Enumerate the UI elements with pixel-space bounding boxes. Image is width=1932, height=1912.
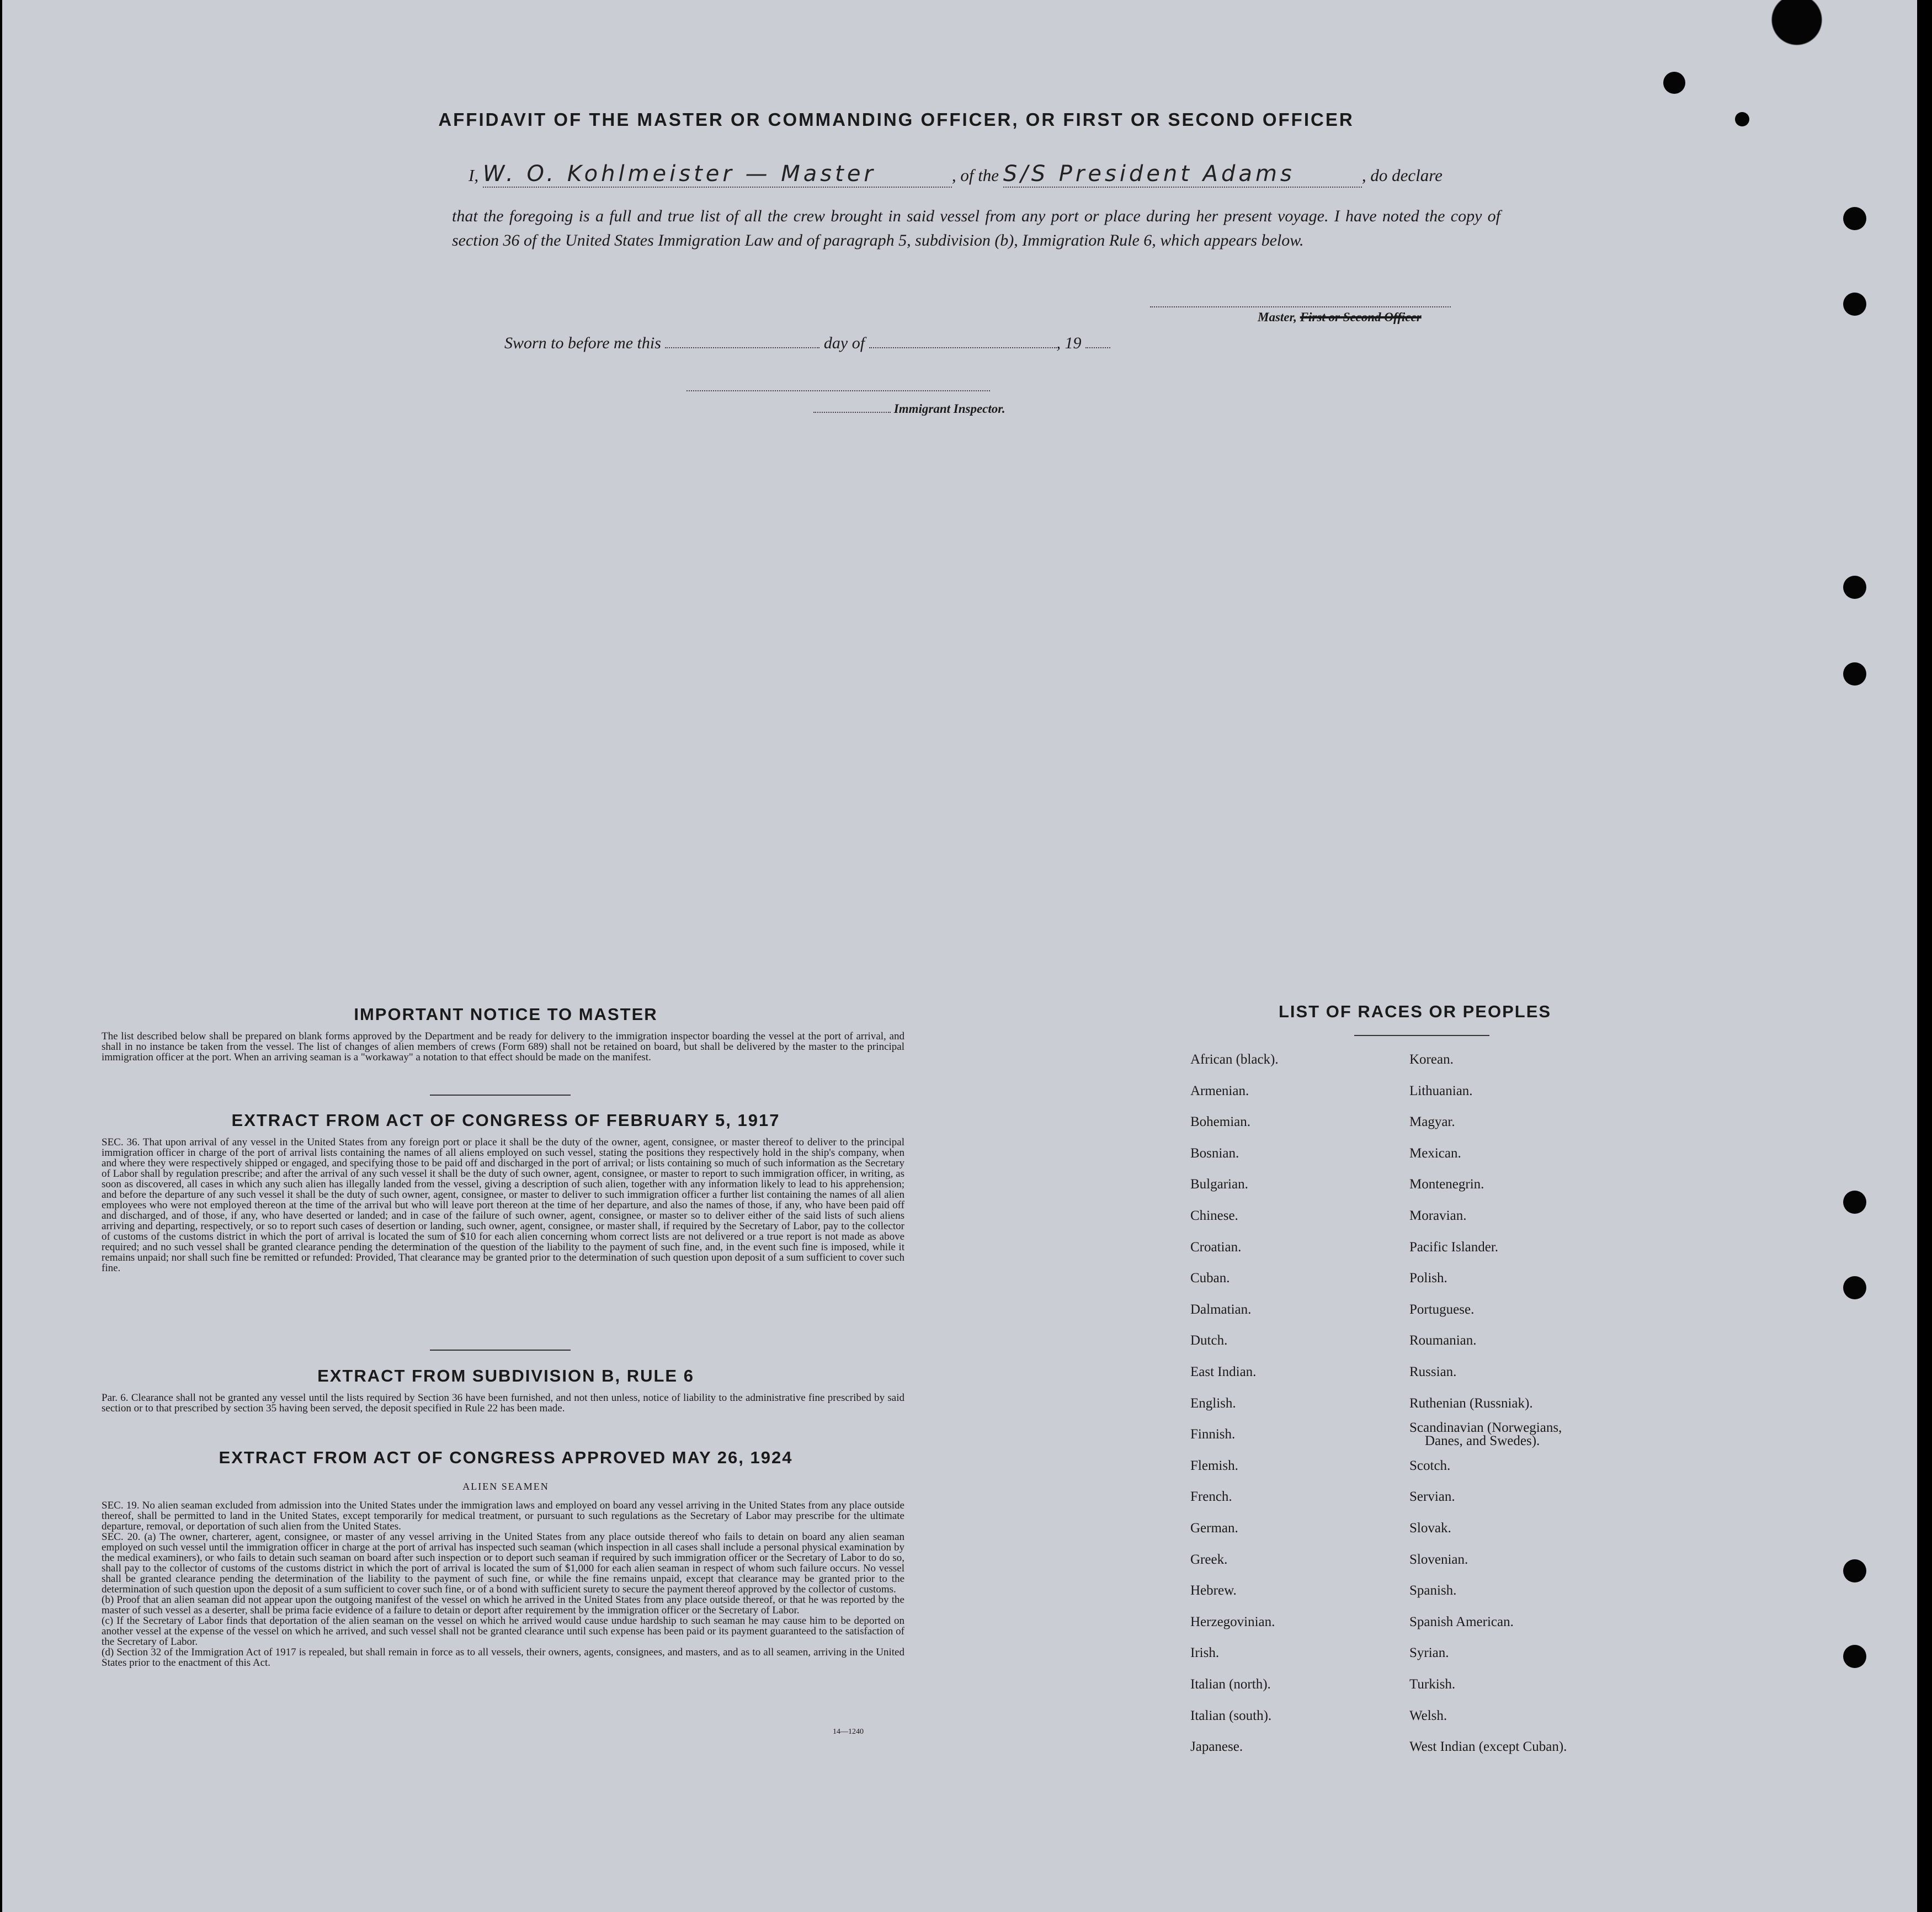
inspector-signature-line [686,390,990,391]
master-signature-line [1150,306,1451,307]
year-field[interactable] [1085,347,1110,348]
section-divider [430,1095,571,1096]
race-item: Japanese. [1190,1739,1243,1755]
punch-hole [1843,662,1866,686]
race-item: Servian. [1409,1489,1455,1505]
race-item: Chinese. [1190,1208,1238,1223]
inspector-line [813,402,1005,416]
race-item: Syrian. [1409,1645,1449,1661]
race-item: Russian. [1409,1364,1457,1379]
race-item: Finnish. [1190,1427,1236,1442]
punch-hole [1843,207,1866,230]
race-item: Slovenian. [1409,1552,1468,1567]
ink-blot [1663,72,1685,94]
day-of-text: day of [823,334,865,352]
inspector-field[interactable] [813,412,891,413]
race-item: Bohemian. [1190,1114,1251,1130]
race-item: Hebrew. [1190,1583,1237,1598]
inspector-label: Immigrant Inspector. [893,402,1005,416]
notice-title: IMPORTANT NOTICE TO MASTER [354,1005,658,1024]
race-item: Scandinavian (Norwegians, [1409,1420,1562,1436]
punch-hole [1843,1645,1866,1668]
form-number: 14—1240 [833,1728,864,1736]
race-item: Herzegovinian. [1190,1614,1275,1629]
sworn-line [504,334,1110,353]
race-item: Korean. [1409,1052,1454,1067]
affidavit-heading: AFFIDAVIT OF THE MASTER OR COMMANDING OFFICER, OR FIRST OR SECOND OFFICER [438,109,1354,130]
affidavit-line1 [469,161,1495,188]
declare-text: , do declare [1361,166,1443,185]
extract-1924-text [102,1500,904,1668]
race-item: Irish. [1190,1645,1220,1661]
extract-1917-text: SEC. 36. That upon arrival of any vessel in the United States from any foreign port or place it shall be the duty of the owner, agent, consignee, or master thereof to deliver to the principal immigration officer in charge of the port of arrival lists containing the names of all aliens employed on such vessel, stating the positions they respectively hold in the ship's company, when and where they were respectively shipped or engaged, and specifying those to be paid off and discharged in the port of arrival; or lists containing so much of such information as the Secretary of Labor shall by regulation prescribe; and after the arrival of any such vessel it shall be the duty of such owner, agent, consignee, or master to report to such immigration officer, in writing, as soon as discovered, all cases in which any such alien has illegally landed from the vessel, giving a description of such alien, together with any information likely to lead to his apprehension; and before the departure of any such vessel it shall be the duty of such owner, agent, consignee, or master to deliver to such immigration officer a further list containing the names of all alien employees who were not employed thereon at the time of the arrival but who will leave port thereon at the time of her departure, and also the names of those, if any, who have been paid off and discharged, and of those, if any, who have deserted or landed; and in case of the failure of such owner, agent, consignee, or master so to deliver either of the said lists of such aliens arriving and departing, respectively, or so to report such cases of desertion or landing, such owner, agent, consignee, or master shall, if required by the Secretary of Labor, pay to the collector of customs of the customs district in which the port of arrival is located the sum of $10 for each alien concerning whom correct lists are not delivered or a true report is not made as above required; and no such vessel shall be granted clearance pending the determination of the question of the liability to the payment of such fine, and, in the event such fine is imposed, while it remains unpaid; nor shall such fine be remitted or refunded: Provided, That clearance may be granted prior to the determination of such question upon deposit of a sum sufficient to cover such fine. [102,1136,904,1274]
race-item: West Indian (except Cuban). [1409,1739,1567,1755]
day-field[interactable] [665,347,819,348]
of-the-text: , of the [951,166,999,185]
race-item: Welsh. [1409,1708,1447,1723]
race-item: Italian (north). [1190,1677,1271,1692]
race-item: East Indian. [1190,1364,1257,1379]
sworn-text: Sworn to before me this [504,334,661,352]
race-item: English. [1190,1395,1236,1411]
races-title: LIST OF RACES OR PEOPLES [1278,1002,1552,1021]
race-item: African (black). [1190,1052,1279,1067]
month-field[interactable] [869,347,1057,348]
sec20d-text: (d) Section 32 of the Immigration Act of 1917 is repealed, but shall remain in force as to all vessels, their owners, agents, consignees, and masters, and as to all seamen, arriving in the United States prior to the enactment of this Act. [102,1647,904,1669]
race-item: Flemish. [1190,1458,1238,1473]
master-signature-label [1258,310,1422,325]
extract-1917-title: EXTRACT FROM ACT OF CONGRESS OF FEBRUARY 5, 1917 [231,1111,780,1130]
ink-blot [1735,112,1749,126]
race-item: Ruthenian (Russniak). [1409,1395,1533,1411]
race-item: Bosnian. [1190,1145,1239,1161]
master-label: Master, [1258,310,1297,324]
race-item: Armenian. [1190,1083,1249,1098]
race-item: Mexican. [1409,1145,1461,1161]
pronoun-i: I, [469,166,479,185]
race-item: Dutch. [1190,1333,1228,1348]
affidavit-body: that the foregoing is a full and true list of all the crew brought in said vessel from any port or place during her present voyage. I have noted the copy of section 36 of the United States Immigration Law and of paragraph 5, subdivision (b), Immigration Rule 6, which appears below. [452,207,1500,249]
punch-hole [1843,576,1866,599]
alien-seamen-subtitle: ALIEN SEAMEN [462,1481,549,1492]
race-item: Slovak. [1409,1521,1451,1536]
race-item: Dalmatian. [1190,1302,1252,1317]
race-item: Roumanian. [1409,1333,1477,1348]
race-item: Bulgarian. [1190,1177,1248,1192]
race-item: Montenegrin. [1409,1177,1484,1192]
struck-officer-label: First or Second Officer [1300,310,1422,324]
punch-hole [1843,1559,1866,1582]
punch-hole [1843,293,1866,316]
race-item-continuation: Danes, and Swedes). [1425,1433,1540,1449]
master-name-handwritten: W. O. Kohlmeister — Master [483,161,952,188]
race-item: Magyar. [1409,1114,1455,1130]
race-item: Portuguese. [1409,1302,1475,1317]
rule6-title: EXTRACT FROM SUBDIVISION B, RULE 6 [317,1366,694,1385]
year-prefix: , 19 [1056,334,1082,352]
race-item: Lithuanian. [1409,1083,1473,1098]
race-item: German. [1190,1521,1238,1536]
race-item: Italian (south). [1190,1708,1272,1723]
race-item: Greek. [1190,1552,1228,1567]
sec19-text: SEC. 19. No alien seaman excluded from admission into the United States under the immigration laws and employed on board any vessel arriving in the United States from any place outside thereof, shall be permitted to land in the United States, except temporarily for medical treatment, or pursuant to such regulations as the Secretary of Labor may prescribe for the ultimate departure, removal, or deportation of such alien from the United States. [102,1500,904,1532]
notice-text: The list described below shall be prepared on blank forms approved by the Department and be ready for delivery to the immigration inspector boarding the vessel at the port of arrival, and shall in no instance be taken from the vessel. The list of changes of alien members of crews (Form 689) shall not be retained on board, but shall be delivered by the master to the principal immigration officer at the port. When an arriving seaman is a "workaway" a notation to that effect should be made on the manifest. [102,1031,904,1063]
race-item: Spanish American. [1409,1614,1514,1629]
race-item: Scotch. [1409,1458,1451,1473]
punch-hole [1843,1191,1866,1214]
rule6-text: Par. 6. Clearance shall not be granted any vessel until the lists required by Section 36 have been furnished, and not then unless, notice of liability to the administrative fine prescribed by said section or to that prescribed by section 35 having been served, the deposit specified in Rule 22 has been made. [102,1392,904,1414]
races-title-rule [1354,1035,1489,1036]
race-item: French. [1190,1489,1232,1505]
sec20b-text: (b) Proof that an alien seaman did not appear upon the outgoing manifest of the vessel on which he arrived in the United States from any place outside thereof, or that he was reported by the master of such vessel as a deserter, shall be prima facie evidence of a failure to detain or deport after requirement by the immigration officer or the Secretary of Labor. [102,1594,904,1616]
vessel-name-handwritten: S/S President Adams [1003,161,1362,188]
race-item: Polish. [1409,1271,1447,1286]
extract-1924-title: EXTRACT FROM ACT OF CONGRESS APPROVED MAY 26, 1924 [219,1448,793,1467]
section-divider [430,1350,571,1351]
document-page [2,0,1917,1912]
race-item: Turkish. [1409,1677,1456,1692]
sec20a-text: SEC. 20. (a) The owner, charterer, agent, consignee, or master of any vessel arriving in the United States from any place outside thereof who fails to detain on board any alien seaman employed on such vessel until the immigration officer in charge at the port of arrival has inspected such seaman (which inspection in all cases shall include a personal physical examination by the medical examiners), or who fails to detain such seaman on board after such inspection or to deport such seaman if required by such immigration officer or the Secretary of Labor to do so, shall pay to the collector of customs of the customs district in which the port of arrival is located the sum of $1,000 for each alien seaman in respect of whom such failure occurs. No vessel shall be granted clearance pending the determination of the liability to the payment of such fine, or while the fine remains unpaid, except that clearance may be granted prior to the determination of such question upon the deposit of a sum sufficient to cover such fine, or of a bond with sufficient surety to secure the payment thereof approved by the collector of customs. [102,1531,904,1595]
race-item: Pacific Islander. [1409,1239,1499,1255]
race-item: Croatian. [1190,1239,1242,1255]
race-item: Moravian. [1409,1208,1467,1223]
sec20c-text: (c) If the Secretary of Labor finds that deportation of the alien seaman on the vessel on which he arrived would cause undue hardship to such seaman he may cause him to be deported on another vessel at the expense of the vessel on which he arrived, and such vessel shall not be granted clearance until such expense has been paid or its payment guaranteed to the satisfaction of the Secretary of Labor. [102,1615,904,1648]
race-item: Cuban. [1190,1271,1230,1286]
race-item: Spanish. [1409,1583,1457,1598]
punch-hole [1843,1276,1866,1299]
torn-corner-mark [1757,0,1823,66]
